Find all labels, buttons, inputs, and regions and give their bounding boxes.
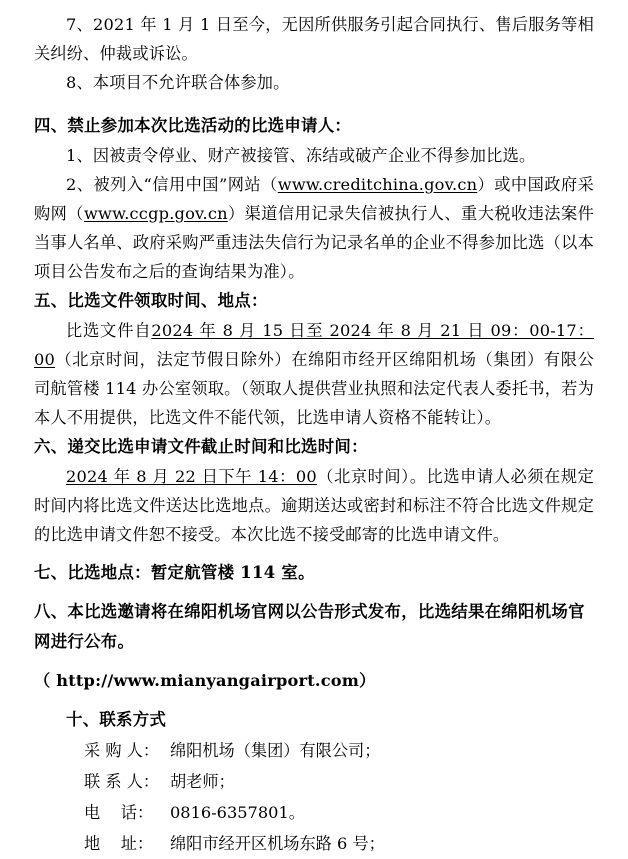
section-4-item-2-text-a: 2、被列入“信用中国”网站（ — [66, 175, 278, 194]
section-6-body — [34, 462, 594, 549]
contact-label: 电 话： — [84, 803, 154, 822]
section-5-body — [34, 316, 594, 432]
contact-label: 地 址： — [84, 834, 154, 853]
contact-value: 绵阳市经开区机场东路 6 号； — [170, 834, 385, 853]
section-4-heading: 四、禁止参加本次比选活动的比选申请人： — [34, 116, 352, 135]
ccgp-url[interactable]: www.ccgp.gov.cn — [83, 204, 228, 223]
spacer — [34, 97, 594, 111]
clause-7-paragraph: 7、2021 年 1 月 1 日至今，无因所供服务引起合同执行、售后服务等相关纠纷、仲裁或诉讼。 — [34, 15, 594, 63]
section-7-heading: 七、比选地点：暂定航管楼 114 室。 — [34, 563, 315, 582]
section-5-text-b: （北京时间，法定节假日除外）在绵阳市经开区绵阳机场（集团）有限公司航管楼 114 办公室领取。（领取人提供营业执照和法定代表人委托书，若为本人不用提供，比选文件不能代领，比选申请人资格不能转让）。 — [34, 350, 594, 427]
section-4-item-2-text-b: ）或中国政府采购网（ — [34, 175, 594, 223]
contact-value: 0816-6357801。 — [170, 803, 305, 822]
creditchina-url[interactable]: www.creditchina.gov.cn — [277, 175, 478, 194]
section-6-text: （北京时间）。比选申请人必须在规定时间内将比选文件送达比选地点。逾期送达或密封和标注不符合比选文件规定的比选申请文件恕不接受。本次比选不接受邮寄的比选申请文件。 — [34, 467, 594, 544]
spacer — [34, 696, 594, 705]
list-item — [34, 828, 594, 859]
section-10-heading: 十、联系方式 — [66, 710, 167, 729]
spacer — [34, 588, 594, 597]
contact-label: 采 购 人： — [84, 741, 160, 760]
contact-list — [34, 735, 594, 859]
list-item — [34, 797, 594, 828]
deadline-datetime: 2024 年 8 月 22 日下午 14：00 — [66, 467, 317, 486]
section-8-heading: 八、本比选邀请将在绵阳机场官网以公告形式发布，比选结果在绵阳机场官网进行公布。 — [34, 602, 585, 651]
contact-value: 绵阳机场（集团）有限公司； — [170, 741, 381, 760]
contact-label: 联 系 人： — [84, 772, 160, 791]
pickup-datetime: 2024 年 8 月 15 日至 2024 年 8 月 21 日 09：00-17：00 — [34, 321, 594, 369]
spacer — [34, 549, 594, 558]
section-4-item-2-text-c: ）渠道信用记录失信被执行人、重大税收违法案件当事人名单、政府采购严重违法失信行为记录名单的企业不得参加比选（以本项目公告发布之后的查询结果为准）。 — [34, 204, 594, 281]
section-5-text-a: 比选文件自 — [66, 321, 152, 340]
section-4-item-2 — [34, 170, 594, 286]
list-item — [34, 735, 594, 766]
clause-8-paragraph: 8、本项目不允许联合体参加。 — [66, 73, 290, 92]
spacer — [34, 657, 594, 666]
list-item — [34, 766, 594, 797]
section-5-heading: 五、比选文件领取时间、地点： — [34, 291, 268, 310]
official-website-line[interactable]: （ http://www.mianyangairport.com） — [34, 671, 376, 690]
section-6-heading: 六、递交比选申请文件截止时间和比选时间： — [34, 437, 368, 456]
section-4-item-1: 1、因被责令停业、财产被接管、冻结或破产企业不得参加比选。 — [66, 146, 536, 165]
contact-value: 胡老师； — [170, 772, 235, 791]
